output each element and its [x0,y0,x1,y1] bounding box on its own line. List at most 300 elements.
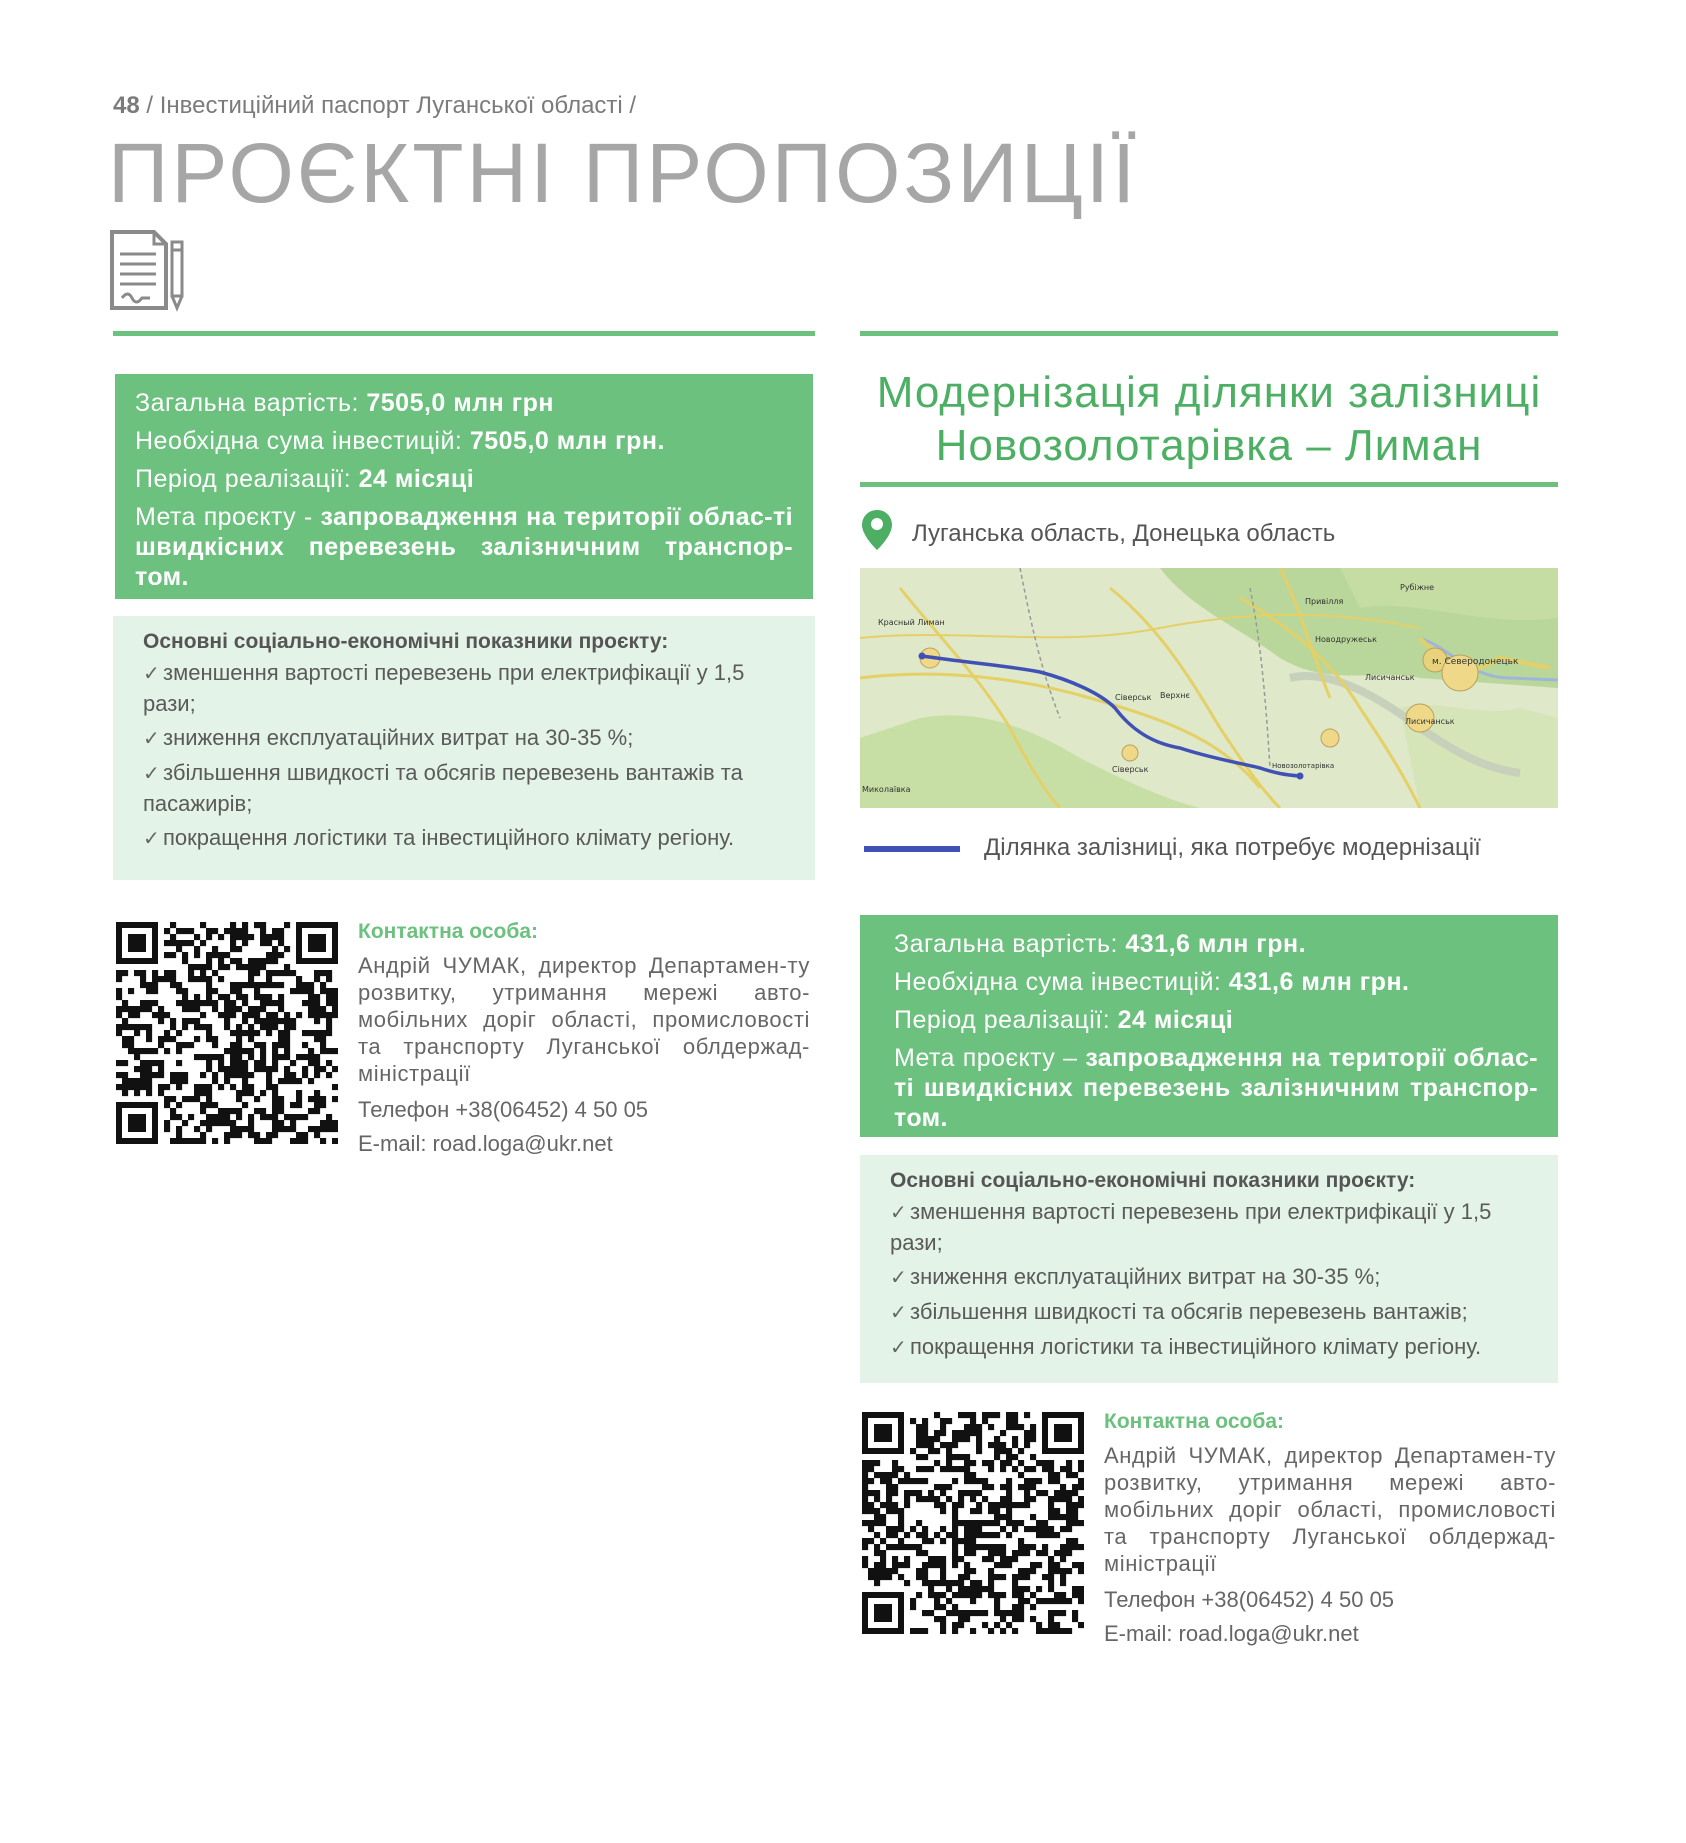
qr-module [1012,1526,1018,1532]
qr-module [1042,1520,1048,1526]
qr-module [1060,1592,1066,1598]
qr-module [1012,1442,1018,1448]
qr-module [904,1496,910,1502]
qr-module [260,1048,266,1054]
qr-module [958,1412,964,1418]
qr-module [874,1508,880,1514]
qr-module [314,1012,320,1018]
qr-module [224,1000,230,1006]
qr-module [290,1120,296,1126]
qr-module [290,970,296,976]
qr-module [230,1126,236,1132]
qr-module [1054,1598,1060,1604]
qr-module [934,1580,940,1586]
qr-module [892,1526,898,1532]
qr-module [236,982,242,988]
qr-module [320,1048,326,1054]
qr-module [236,1054,242,1060]
route-map[interactable] [860,568,1558,808]
qr-module [1048,1568,1054,1574]
qr-module [170,1078,176,1084]
qr-module [1036,1460,1042,1466]
qr-module [272,1012,278,1018]
qr-module [1072,1538,1078,1544]
qr-module [868,1538,874,1544]
qr-module [1030,1562,1036,1568]
qr-module [260,934,266,940]
qr-module [1066,1598,1072,1604]
qr-module [1060,1514,1066,1520]
qr-module [212,1138,218,1144]
qr-module [904,1478,910,1484]
qr-module [1078,1478,1084,1484]
qr-module [910,1418,916,1424]
qr-module [1006,1562,1012,1568]
qr-module [224,1108,230,1114]
qr-module [1054,1592,1060,1598]
qr-module [862,1484,868,1490]
qr-module [236,1126,242,1132]
qr-module [260,1138,266,1144]
qr-module [1072,1592,1078,1598]
qr-module [952,1478,958,1484]
qr-module [1006,1454,1012,1460]
qr-module [230,1048,236,1054]
qr-module [1018,1586,1024,1592]
qr-module [1048,1514,1054,1520]
qr-module [284,1078,290,1084]
qr-module [928,1496,934,1502]
qr-module [946,1454,952,1460]
qr-module [230,946,236,952]
qr-module [922,1580,928,1586]
qr-module [236,958,242,964]
qr-module [862,1490,868,1496]
qr-module [146,1066,152,1072]
qr-module [218,1120,224,1126]
qr-module [976,1430,982,1436]
qr-module [224,994,230,1000]
qr-module [212,1000,218,1006]
qr-module [1066,1520,1072,1526]
qr-module [218,1114,224,1120]
qr-module [158,1084,164,1090]
qr-module [1000,1574,1006,1580]
qr-module [290,1018,296,1024]
qr-module [886,1502,892,1508]
qr-module [158,1060,164,1066]
qr-module [308,1060,314,1066]
project-title [860,366,1558,472]
qr-module [1048,1478,1054,1484]
qr-module [146,982,152,988]
qr-module [296,1114,302,1120]
qr-module [122,1042,128,1048]
qr-module [976,1478,982,1484]
qr-module [1036,1532,1042,1538]
qr-module [994,1592,1000,1598]
qr-module [290,988,296,994]
qr-module [260,940,266,946]
qr-module [230,1012,236,1018]
qr-module [976,1424,982,1430]
qr-module [308,988,314,994]
qr-module [314,1096,320,1102]
qr-module [994,1412,1000,1418]
qr-module [302,1000,308,1006]
qr-module [272,1126,278,1132]
qr-module [1066,1490,1072,1496]
qr-module [1006,1520,1012,1526]
qr-module [874,1532,880,1538]
qr-module [1006,1496,1012,1502]
qr-module [278,1102,284,1108]
qr-module [964,1520,970,1526]
qr-module [200,940,206,946]
qr-module [964,1436,970,1442]
qr-module [964,1538,970,1544]
qr-module [320,1042,326,1048]
qr-module [224,1138,230,1144]
qr-module [982,1412,988,1418]
qr-module [1030,1484,1036,1490]
qr-module [302,1054,308,1060]
qr-module [230,1060,236,1066]
qr-module [1012,1592,1018,1598]
qr-module [332,1138,338,1144]
qr-module [116,1072,122,1078]
qr-module [892,1466,898,1472]
qr-module [158,1036,164,1042]
qr-module [892,1484,898,1490]
qr-module [1072,1484,1078,1490]
qr-module [188,1096,194,1102]
qr-module [242,1072,248,1078]
qr-module [1078,1460,1084,1466]
qr-module [302,1138,308,1144]
qr-module [320,1138,326,1144]
qr-module [1042,1550,1048,1556]
qr-module [326,1018,332,1024]
qr-module [1060,1544,1066,1550]
qr-module [1018,1448,1024,1454]
qr-module [254,994,260,1000]
qr-module [952,1514,958,1520]
qr-module [994,1574,1000,1580]
qr-module [224,1048,230,1054]
qr-module [874,1472,880,1478]
qr-module [982,1610,988,1616]
qr-module [1012,1616,1018,1622]
qr-module [254,970,260,976]
qr-module [940,1430,946,1436]
qr-module [278,1108,284,1114]
qr-module [182,940,188,946]
qr-module [994,1604,1000,1610]
qr-module [880,1538,886,1544]
qr-module [1066,1544,1072,1550]
qr-module [218,1084,224,1090]
qr-module [862,1502,868,1508]
qr-module [1012,1412,1018,1418]
qr-module [296,1096,302,1102]
qr-module [260,1006,266,1012]
qr-module [266,994,272,1000]
qr-module [200,964,206,970]
qr-module [254,1018,260,1024]
qr-module [952,1436,958,1442]
qr-module [964,1562,970,1568]
qr-module [922,1424,928,1430]
qr-module [1006,1478,1012,1484]
qr-module [982,1478,988,1484]
qr-module [880,1514,886,1520]
qr-module [242,928,248,934]
qr-module [254,922,260,928]
qr-module [1018,1502,1024,1508]
qr-module [940,1568,946,1574]
qr-module [320,970,326,976]
qr-module [1078,1568,1084,1574]
qr-module [248,1006,254,1012]
qr-module [122,1078,128,1084]
goal-value: запровадження на території облас-ті швидкісних перевезень залізничним транспор-том. [135,503,793,591]
qr-module [176,1132,182,1138]
qr-module [1030,1526,1036,1532]
qr-module [1036,1598,1042,1604]
qr-module [892,1532,898,1538]
qr-module [212,1114,218,1120]
qr-module [1012,1466,1018,1472]
qr-module [952,1532,958,1538]
qr-module [862,1538,868,1544]
qr-module [868,1478,874,1484]
qr-module [272,1066,278,1072]
qr-module [152,976,158,982]
qr-module [230,958,236,964]
qr-module [176,1114,182,1120]
qr-module [934,1436,940,1442]
qr-module [940,1622,946,1628]
qr-module [266,1114,272,1120]
qr-module [170,934,176,940]
qr-code[interactable] [862,1412,1084,1634]
indicators-box [113,616,815,880]
qr-module [326,1120,332,1126]
qr-module [904,1562,910,1568]
qr-module [964,1460,970,1466]
qr-module [200,1090,206,1096]
qr-module [152,982,158,988]
qr-module [314,970,320,976]
qr-module [868,1508,874,1514]
check-icon: ✓ [890,1337,907,1359]
qr-module [1036,1550,1042,1556]
contact-email[interactable]: E-mail: road.loga@ukr.net [1104,1621,1359,1646]
qr-module [892,1490,898,1496]
qr-module [880,1502,886,1508]
qr-module [146,988,152,994]
qr-module [200,1000,206,1006]
qr-module [976,1544,982,1550]
qr-module [194,952,200,958]
qr-module [934,1556,940,1562]
qr-module [970,1520,976,1526]
qr-module [182,1042,188,1048]
qr-module [158,1042,164,1048]
qr-module [206,1060,212,1066]
qr-module [952,1550,958,1556]
qr-module [1072,1514,1078,1520]
qr-module [230,1120,236,1126]
qr-module [1000,1556,1006,1562]
qr-module [146,1090,152,1096]
qr-module [158,976,164,982]
qr-module [314,1102,320,1108]
indicator-text: покращення логістики та інвестиційного клімату регіону. [163,825,735,850]
qr-module [308,994,314,1000]
qr-module [206,1096,212,1102]
qr-module [916,1490,922,1496]
qr-module [1072,1508,1078,1514]
qr-module [158,1066,164,1072]
qr-module [122,1000,128,1006]
map-label: Верхнє [1160,691,1190,700]
qr-module [964,1568,970,1574]
qr-module [320,1030,326,1036]
qr-module [272,958,278,964]
implementation-period [135,460,793,498]
qr-module [934,1616,940,1622]
qr-module [194,1000,200,1006]
qr-module [212,1072,218,1078]
map-label: Красный Лиман [878,618,945,627]
qr-module [272,1084,278,1090]
publication-title: Інвестиційний паспорт Луганської області [159,92,623,119]
qr-module [206,958,212,964]
qr-module [188,1018,194,1024]
qr-module [134,1066,140,1072]
qr-module [152,970,158,976]
qr-module [200,1120,206,1126]
qr-module [314,1132,320,1138]
qr-module [170,922,176,928]
qr-module [182,988,188,994]
qr-module [952,1556,958,1562]
qr-module [278,970,284,976]
qr-module [152,1048,158,1054]
qr-module [206,952,212,958]
qr-module [928,1556,934,1562]
qr-module [940,1574,946,1580]
qr-module [278,1126,284,1132]
qr-module [1048,1502,1054,1508]
qr-module [182,1024,188,1030]
qr-module [176,1030,182,1036]
document-pen-icon [108,228,188,314]
qr-module [206,988,212,994]
qr-module [164,952,170,958]
qr-module [260,964,266,970]
qr-module [1012,1550,1018,1556]
qr-module [1054,1472,1060,1478]
project-title-line: Новозолотарівка – Лиман [935,421,1483,470]
qr-module [134,1090,140,1096]
qr-module [164,1084,170,1090]
qr-module [880,1472,886,1478]
qr-module [170,1036,176,1042]
qr-module [1012,1436,1018,1442]
qr-module [988,1574,994,1580]
map-label: Новозолотарівка [1272,762,1335,770]
qr-module [916,1544,922,1550]
qr-module [194,1018,200,1024]
qr-module [940,1604,946,1610]
qr-module [188,1006,194,1012]
qr-module [886,1508,892,1514]
qr-module [242,934,248,940]
qr-module [146,1030,152,1036]
contact-email[interactable]: E-mail: road.loga@ukr.net [358,1131,613,1156]
qr-module [272,934,278,940]
qr-module [922,1538,928,1544]
qr-module [272,1114,278,1120]
qr-module [164,1036,170,1042]
qr-module [206,994,212,1000]
qr-module [164,1096,170,1102]
qr-module [1000,1442,1006,1448]
qr-module [170,1138,176,1144]
qr-module [1048,1610,1054,1616]
goal-label: Мета проєкту - [135,503,321,531]
contact-phone: Телефон +38(06452) 4 50 05 [358,1097,649,1122]
total-cost [894,925,1538,963]
qr-module [886,1568,892,1574]
qr-module [212,1054,218,1060]
qr-module [910,1628,916,1634]
check-icon: ✓ [143,728,160,750]
qr-module [296,1132,302,1138]
check-icon: ✓ [143,828,160,850]
qr-module [988,1544,994,1550]
qr-module [1042,1460,1048,1466]
qr-module [862,1544,868,1550]
qr-module [1012,1424,1018,1430]
qr-module [146,1036,152,1042]
qr-module [164,1030,170,1036]
qr-module [946,1586,952,1592]
qr-module [988,1502,994,1508]
qr-module [152,988,158,994]
qr-module [230,1072,236,1078]
qr-module [934,1448,940,1454]
qr-module [218,934,224,940]
qr-finder-pattern [1042,1412,1084,1454]
qr-module [284,1042,290,1048]
qr-module [1030,1544,1036,1550]
qr-module [922,1610,928,1616]
qr-module [1000,1550,1006,1556]
qr-code[interactable] [116,922,338,1144]
qr-module [134,1078,140,1084]
qr-module [182,1096,188,1102]
period-label: Період реалізації: [135,465,359,493]
qr-module [940,1616,946,1622]
qr-module [230,922,236,928]
qr-module [958,1556,964,1562]
qr-module [1048,1580,1054,1586]
qr-module [886,1496,892,1502]
